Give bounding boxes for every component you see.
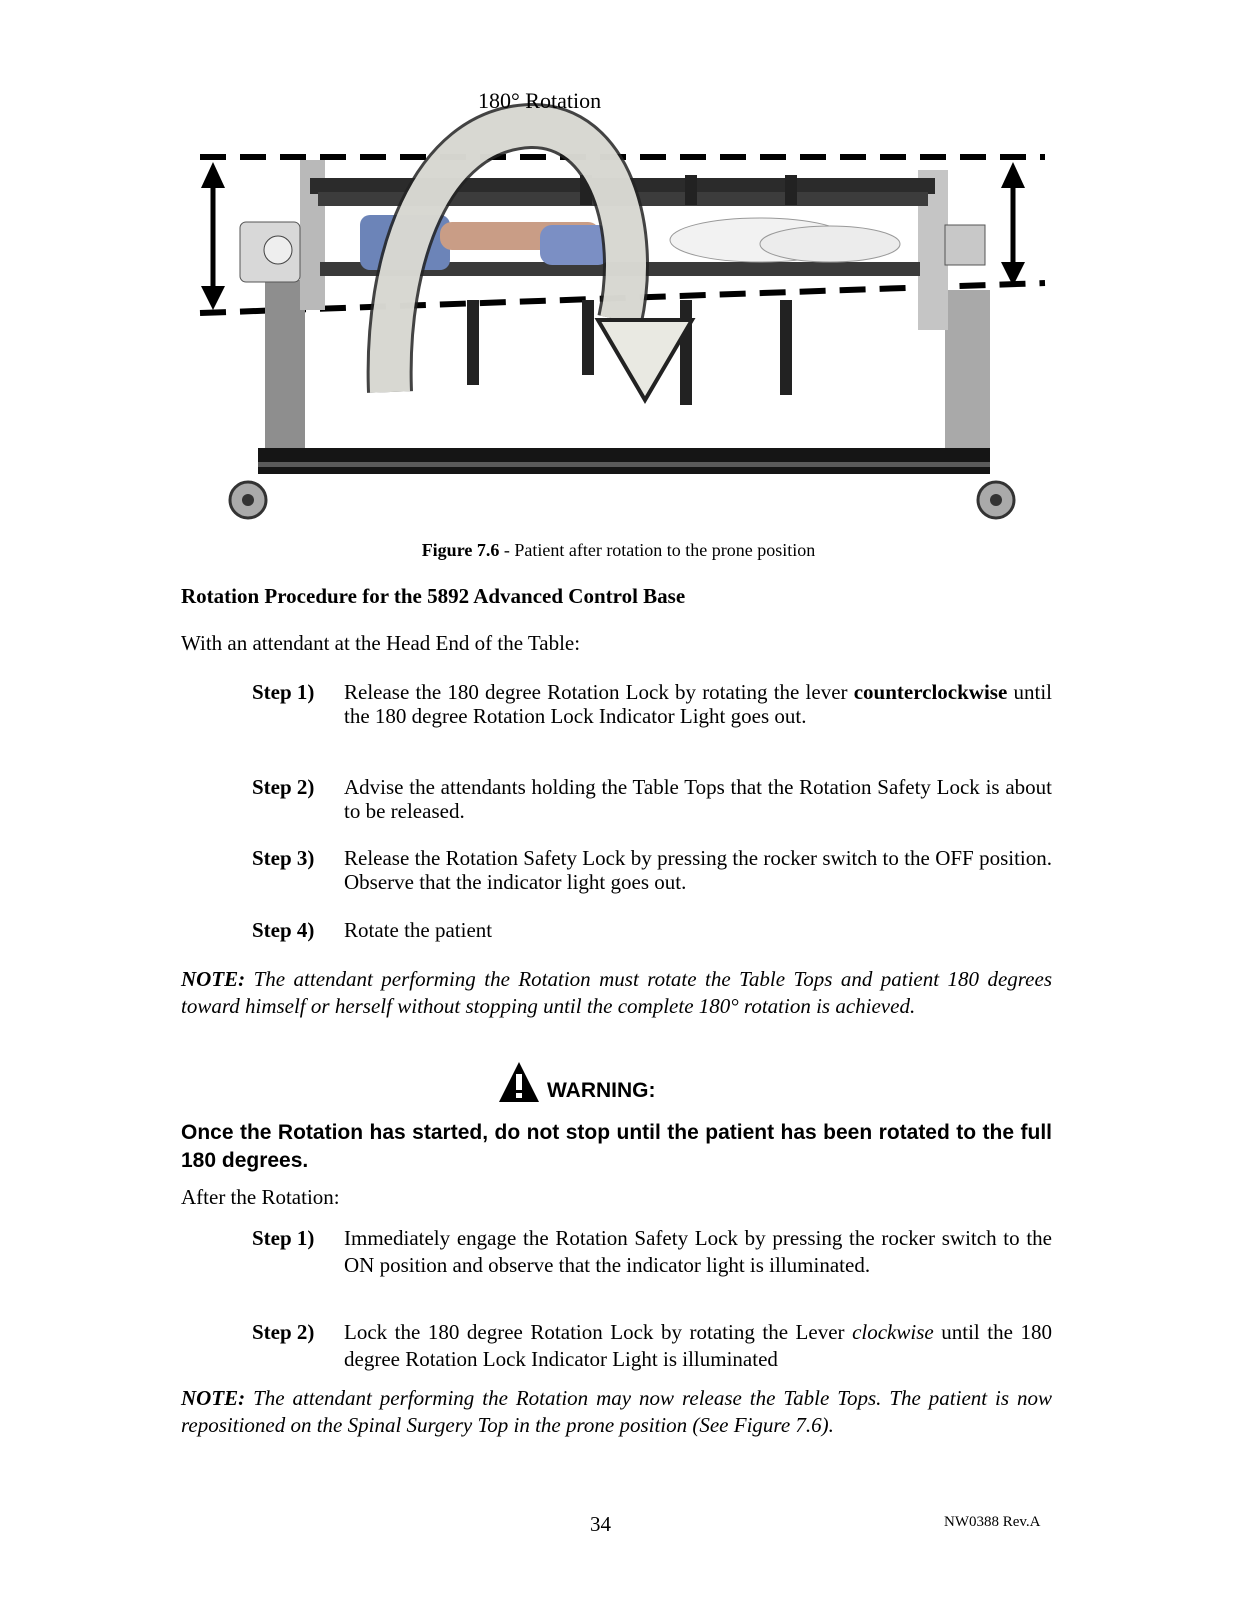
- note-label: NOTE:: [181, 1386, 246, 1410]
- page-number: 34: [590, 1512, 611, 1536]
- step-before-3: [252, 846, 1052, 894]
- step-before-1: [252, 680, 1052, 728]
- step-text: Advise the attendants holding the Table Tops that the Rotation Safety Lock is about to be released.: [344, 775, 1052, 823]
- step-before-2: [252, 775, 1052, 823]
- step-text-emph: clockwise: [852, 1320, 934, 1344]
- note-label: NOTE:: [181, 967, 246, 991]
- after-intro-text: After the Rotation:: [181, 1185, 340, 1209]
- warning-triangle-icon: [497, 1060, 541, 1104]
- step-label: Step 2): [252, 1320, 315, 1344]
- step-text-post: until the 180 degree Rotation Lock Indicator Light goes out.: [344, 680, 1052, 728]
- section-title: Rotation Procedure for the 5892 Advanced Control Base: [181, 584, 686, 608]
- step-after-2: [252, 1319, 1052, 1373]
- step-text: Release the Rotation Safety Lock by pressing the rocker switch to the OFF position. Observe that the indicator light goes out.: [344, 846, 1052, 894]
- warning-title: WARNING:: [547, 1079, 656, 1102]
- step-label: Step 2): [252, 775, 315, 799]
- step-text-emph: counterclockwise: [853, 680, 1008, 704]
- step-text-pre: Lock the 180 degree Rotation Lock by rotating the Lever: [344, 1320, 853, 1344]
- step-text: Immediately engage the Rotation Safety Lock by pressing the rocker switch to the ON position and observe that the indicator light is illuminated.: [344, 1226, 1052, 1277]
- right-height-arrow: [1001, 162, 1025, 286]
- figure-caption-label: Figure 7.6: [421, 540, 500, 560]
- intro-text: With an attendant at the Head End of the Table:: [181, 631, 581, 655]
- left-height-arrow: [201, 162, 225, 310]
- step-after-1: [252, 1225, 1052, 1279]
- rotation-label: 180° Rotation: [478, 88, 602, 113]
- note-2: [181, 1385, 1052, 1439]
- step-text-post: until the 180 degree Rotation Lock Indicator Light is illuminated: [344, 1320, 1052, 1371]
- figure-caption: [0, 540, 1237, 561]
- step-text: [344, 680, 1052, 728]
- step-label: Step 3): [252, 846, 315, 870]
- note-text: The attendant performing the Rotation may now release the Table Tops. The patient is now repositioned on the Spinal Surgery Top in the prone position (See Figure 7.6).: [181, 1386, 1052, 1437]
- step-label: Step 4): [252, 918, 315, 942]
- figure-caption-text: - Patient after rotation to the prone position: [499, 540, 816, 560]
- step-before-4: [252, 918, 1052, 942]
- step-text: [344, 1319, 1052, 1373]
- note-text: The attendant performing the Rotation must rotate the Table Tops and patient 180 degrees toward himself or herself without stopping until the complete 180° rotation is achieved.: [181, 967, 1052, 1018]
- step-label: Step 1): [252, 1226, 315, 1250]
- step-text: Rotate the patient: [344, 918, 493, 942]
- note-1: [181, 966, 1052, 1020]
- step-text-pre: Release the 180 degree Rotation Lock by rotating the lever: [344, 680, 854, 704]
- document-id: NW0388 Rev.A: [944, 1514, 1041, 1530]
- step-label: Step 1): [252, 680, 315, 704]
- figure-illustration: [190, 80, 1060, 540]
- warning-text: Once the Rotation has started, do not stop until the patient has been rotated to the full 180 degrees.: [181, 1121, 1052, 1172]
- warning-header: [497, 1060, 656, 1104]
